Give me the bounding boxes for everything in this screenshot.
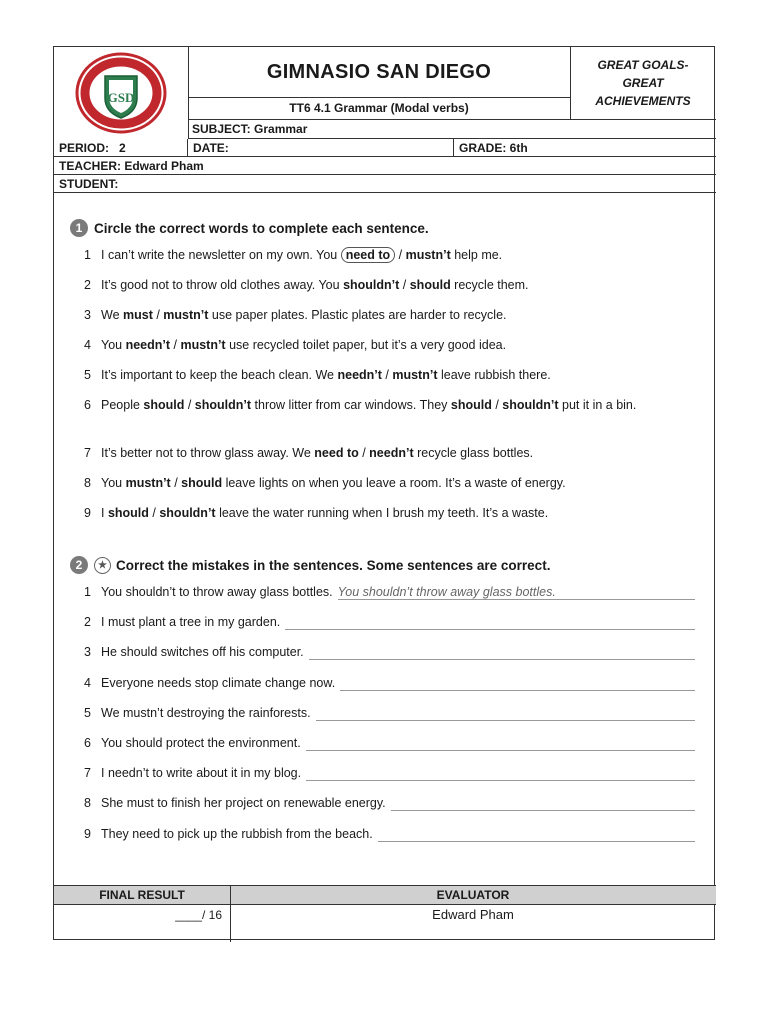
answer-line[interactable]	[309, 644, 695, 660]
list-item	[84, 644, 695, 661]
exercise-number-badge: 1	[70, 219, 88, 237]
item-number: 5	[84, 368, 91, 382]
item-number: 4	[84, 675, 91, 690]
sentence-text: I needn’t to write about it in my blog.	[101, 766, 302, 781]
evaluator-header: EVALUATOR	[436, 888, 510, 902]
word-option[interactable]: should	[181, 476, 223, 490]
subject-field: SUBJECT: Grammar	[188, 119, 716, 139]
answer-line[interactable]	[378, 826, 695, 842]
school-logo	[54, 47, 189, 139]
word-option[interactable]: mustn’t	[163, 308, 209, 322]
answer-line[interactable]	[285, 614, 695, 630]
word-option[interactable]: need to	[314, 446, 359, 460]
sentence-text: /	[358, 446, 370, 460]
list-item	[84, 247, 671, 264]
answer-line[interactable]	[306, 765, 695, 781]
circled-option[interactable]: need to	[341, 247, 395, 263]
sentence-text: You shouldn’t to throw away glass bottles.	[101, 585, 333, 599]
sentence-text: recycle them.	[450, 278, 529, 292]
list-item	[84, 735, 695, 752]
evaluator-cell	[230, 905, 716, 942]
answer-line[interactable]	[391, 795, 695, 811]
evaluator-name: Edward Pham	[432, 907, 514, 922]
exercise-2-instruction: Correct the mistakes in the sentences. Some sentences are correct.	[116, 557, 551, 573]
list-item	[84, 307, 671, 324]
word-option[interactable]: mustn’t	[125, 476, 171, 490]
item-number: 3	[84, 645, 91, 660]
word-option[interactable]: mustn’t	[180, 338, 226, 352]
sentence-text: /	[491, 398, 503, 412]
period-row	[54, 139, 716, 157]
sentence-text: /	[184, 398, 195, 412]
sentence-text: It’s better not to throw glass away. We	[101, 446, 315, 460]
item-number: 1	[84, 248, 91, 262]
sentence-text: I must plant a tree in my garden.	[101, 615, 281, 630]
sentence-text: leave the water running when I brush my teeth. It’s a waste.	[215, 506, 549, 520]
sentence-text: We	[101, 308, 123, 322]
word-option[interactable]: shouldn’t	[194, 398, 252, 412]
result-table	[54, 885, 716, 942]
sentence-text: They need to pick up the rubbish from the beach.	[101, 826, 373, 841]
example-answer: You shouldn’t throw away glass bottles.	[338, 584, 695, 600]
final-result-header: FINAL RESULT	[54, 886, 231, 904]
word-option[interactable]: must	[123, 308, 153, 322]
list-item	[84, 337, 671, 354]
word-option[interactable]: shouldn’t	[159, 506, 216, 520]
sentence-text: leave rubbish there.	[437, 368, 551, 382]
score-value: ____/ 16	[175, 908, 222, 922]
list-item	[84, 397, 671, 414]
exercise-1-heading	[70, 217, 710, 239]
item-number: 8	[84, 796, 91, 811]
word-option[interactable]: shouldn’t	[502, 398, 559, 412]
list-item	[84, 505, 671, 522]
list-item	[84, 675, 695, 692]
sentence-text: It’s important to keep the beach clean. We	[101, 368, 338, 382]
list-item	[84, 475, 671, 492]
grade-field: GRADE: 6th	[459, 140, 528, 155]
sentence-text: leave lights on when you leave a room. It’s a waste of energy.	[222, 476, 566, 490]
list-item	[84, 584, 695, 601]
exercise-2-heading	[70, 554, 710, 576]
list-item	[84, 765, 695, 782]
lesson-title: TT6 4.1 Grammar (Modal verbs)	[188, 97, 571, 120]
sentence-text: recycle glass bottles.	[413, 446, 534, 460]
school-name: GIMNASIO SAN DIEGO	[188, 47, 571, 98]
word-option[interactable]: needn’t	[125, 338, 171, 352]
item-number: 8	[84, 476, 91, 490]
sentence-text: /	[381, 368, 393, 382]
star-icon: ★	[94, 557, 111, 574]
sentence-text: We mustn’t destroying the rainforests.	[101, 705, 311, 720]
sentence-text: Everyone needs stop climate change now.	[101, 675, 336, 690]
sentence-text: put it in a bin.	[558, 398, 637, 412]
item-number: 9	[84, 826, 91, 841]
list-item	[84, 445, 671, 462]
teacher-field: TEACHER: Edward Pham	[54, 157, 716, 175]
item-number: 2	[84, 278, 91, 292]
sentence-text: /	[399, 278, 410, 292]
list-item	[84, 614, 695, 631]
word-option[interactable]: should	[143, 398, 185, 412]
sentence-text: You	[101, 476, 126, 490]
list-item	[84, 367, 671, 384]
word-option[interactable]: should	[107, 506, 149, 520]
sentence-text: /	[152, 308, 164, 322]
item-number: 4	[84, 338, 91, 352]
item-number: 6	[84, 398, 91, 412]
sentence-text: /	[170, 476, 182, 490]
svg-text:GSD: GSD	[107, 90, 135, 105]
sentence-text: It’s good not to throw old clothes away. You	[101, 278, 344, 292]
sentence-text: /	[148, 506, 160, 520]
word-option[interactable]: should	[450, 398, 492, 412]
sentence-text: I	[101, 506, 108, 520]
sentence-text: I can’t write the newsletter on my own. You	[101, 248, 341, 262]
sentence-text: /	[395, 248, 406, 262]
worksheet	[53, 46, 715, 940]
sentence-text: /	[170, 338, 181, 352]
answer-line[interactable]	[316, 705, 695, 721]
sentence-text: use paper plates. Plastic plates are harder to recycle.	[208, 308, 507, 322]
word-option[interactable]: mustn’t	[392, 368, 438, 382]
exercise-1	[70, 217, 710, 520]
word-option[interactable]: shouldn’t	[343, 278, 400, 292]
answer-line[interactable]	[340, 675, 695, 691]
word-option[interactable]: mustn’t	[405, 248, 451, 262]
sentence-text: help me.	[450, 248, 503, 262]
sentence-text: She must to finish her project on renewable energy.	[101, 796, 386, 811]
list-item	[84, 277, 671, 294]
word-option[interactable]: should	[409, 278, 451, 292]
item-number: 6	[84, 736, 91, 750]
sentence-text: use recycled toilet paper, but it’s a very good idea.	[225, 338, 507, 352]
item-number: 3	[84, 308, 91, 322]
answer-line[interactable]	[306, 735, 695, 751]
student-field[interactable]: STUDENT:	[54, 175, 716, 193]
list-item	[84, 826, 695, 843]
exercise-1-instruction: Circle the correct words to complete each sentence.	[94, 220, 429, 236]
school-motto: GREAT GOALS- GREAT ACHIEVEMENTS	[570, 47, 716, 120]
item-number: 1	[84, 585, 91, 599]
exercise-2	[70, 554, 710, 841]
list-item	[84, 705, 695, 722]
item-number: 7	[84, 766, 91, 781]
word-option[interactable]: needn’t	[337, 368, 382, 382]
date-field[interactable]: DATE:	[188, 139, 454, 156]
item-number: 7	[84, 446, 91, 460]
word-option[interactable]: needn’t	[369, 446, 414, 460]
item-number: 5	[84, 705, 91, 720]
item-number: 2	[84, 615, 91, 630]
sentence-text: You	[101, 338, 126, 352]
exercise-number-badge: 2	[70, 556, 88, 574]
sentence-text: He should switches off his computer.	[101, 645, 304, 660]
period-field: PERIOD: 2	[54, 139, 188, 156]
shield-logo-icon	[75, 52, 167, 134]
list-item	[84, 795, 695, 812]
sentence-text: People	[101, 398, 144, 412]
sentence-text: You should protect the environment.	[101, 736, 301, 750]
sentence-text: throw litter from car windows. They	[251, 398, 451, 412]
item-number: 9	[84, 506, 91, 520]
score-cell	[54, 905, 231, 942]
